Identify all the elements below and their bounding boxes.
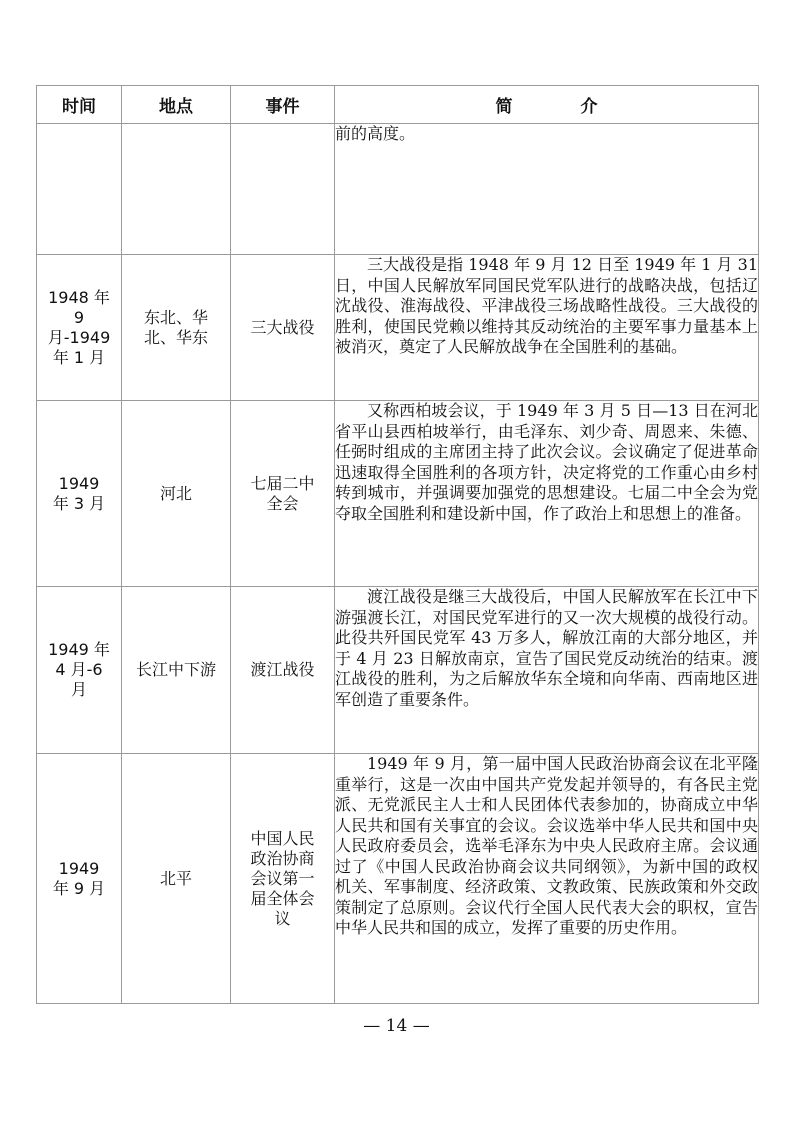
place-text: 长江中下游 xyxy=(135,660,216,679)
table-row xyxy=(37,754,759,1004)
table-row xyxy=(37,124,759,255)
header-time: 时间 xyxy=(37,86,122,124)
table-row xyxy=(37,401,759,587)
header-place: 地点 xyxy=(122,86,231,124)
time-cell xyxy=(37,754,122,1004)
description-text: 1949 年 9 月，第一届中国人民政治协商会议在北平隆重举行，这是一次由中国共产党发起并领导的，有各民主党派、无党派民主人士和人民团体代表参加的，协商成立中华人民共和国有关事宜的会议。会议选举中华人民共和国中央人民政府委员会，选举毛泽东为中央人民政府主席。会议通过了《中国人民政治协商会议共同纲领》，为新中国的政权机关、军事制度、经济政策、文教政策、民族政策和外交政策制定了总原则。会议代行全国人民代表大会的职权，宣告中华人民共和国的成立，发挥了重要的历史作用。 xyxy=(335,754,758,937)
place-text: 东北、华北、华东 xyxy=(143,307,208,347)
description-text: 又称西柏坡会议，于 1949 年 3 月 5 日—13 日在河北省平山县西柏坡举行，由毛泽东、刘少奇、周恩来、朱德、任弼时组成的主席团主持了此次会议。会议确定了促进革命迅速取得全国胜利的各项方针，决定将党的工作重心由乡村转到城市，并强调要加强党的思想建设。七届二中全会为党夺取全国胜利和建设新中国，作了政治上和思想上的准备。 xyxy=(335,401,758,523)
event-text: 七届二中全会 xyxy=(250,473,315,513)
description-text: 渡江战役是继三大战役后，中国人民解放军在长江中下游强渡长江，对国民党军进行的又一次大规模的战役行动。此役共歼国民党军 43 万多人，解放江南的大部分地区，并于 4 月 23 日解放南京，宣告了国民党反动统治的结束。渡江战役的胜利，为之后解放华东全境和向华南、西南地区进军创造了重要条件。 xyxy=(335,587,758,709)
description-text: 三大战役是指 1948 年 9 月 12 日至 1949 年 1 月 31 日，中国人民解放军同国民党军队进行的战略决战，包括辽沈战役、淮海战役、平津战役三场战略性战役。三大战役的胜利，使国民党赖以维持其反动统治的主要军事力量基本上被消灭，奠定了人民解放战争在全国胜利的基础。 xyxy=(335,255,758,356)
event-cell xyxy=(231,754,335,1004)
header-event: 事件 xyxy=(231,86,335,124)
time-text: 1949 年 3 月 xyxy=(52,473,106,513)
description-cell xyxy=(335,255,759,401)
events-table xyxy=(36,85,759,1004)
time-text: 1949 年 9 月 xyxy=(52,858,106,898)
table-header-row xyxy=(37,86,759,124)
time-cell xyxy=(37,587,122,754)
place-cell xyxy=(122,587,231,754)
event-cell: 三大战役 xyxy=(231,255,335,401)
event-cell: 渡江战役 xyxy=(231,587,335,754)
table-row xyxy=(37,255,759,401)
description-cell xyxy=(335,754,759,1004)
header-description: 简 介 xyxy=(335,86,759,124)
place-cell: 河北 xyxy=(122,401,231,587)
description-cell xyxy=(335,124,759,255)
description-cell xyxy=(335,401,759,587)
event-cell xyxy=(231,401,335,587)
time-cell xyxy=(37,255,122,401)
time-text: 1948 年 9 月-1949 年 1 月 xyxy=(47,287,111,367)
table-row xyxy=(37,587,759,754)
event-text: 中国人民政治协商会议第一届全体会议 xyxy=(250,828,315,928)
description-cell xyxy=(335,587,759,754)
event-cell xyxy=(231,124,335,255)
description-text: 前的高度。 xyxy=(335,124,416,143)
time-cell xyxy=(37,124,122,255)
place-cell xyxy=(122,124,231,255)
place-cell: 北平 xyxy=(122,754,231,1004)
time-text: 1949 年 4 月-6 月 xyxy=(48,640,110,699)
time-cell xyxy=(37,401,122,587)
place-cell xyxy=(122,255,231,401)
page-number: — 14 — xyxy=(363,1016,430,1036)
